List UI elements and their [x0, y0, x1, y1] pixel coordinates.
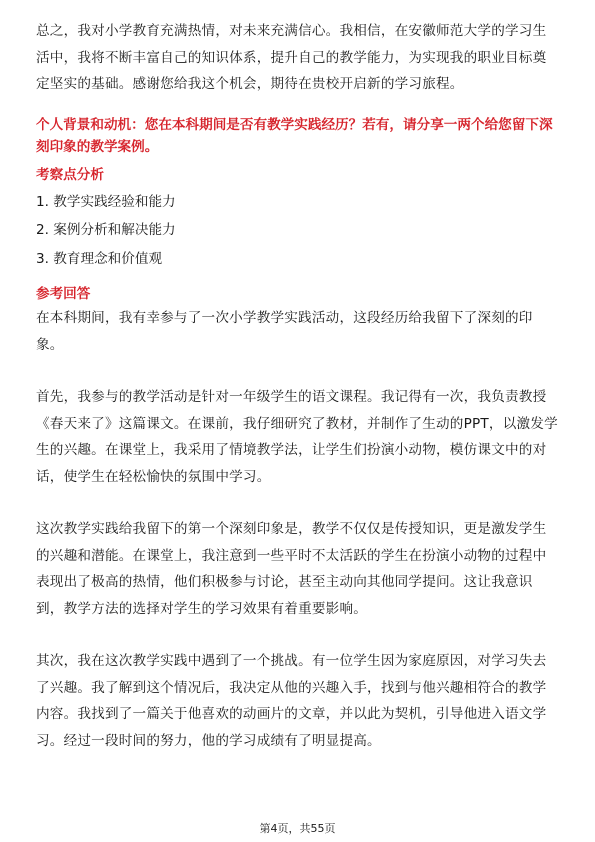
answer-paragraph: 在本科期间，我有幸参与了一次小学教学实践活动，这段经历给我留下了深刻的印象。: [36, 310, 533, 353]
answer-paragraph: 其次，我在这次教学实践中遇到了一个挑战。有一位学生因为家庭原因，对学习失去了兴趣。我了解到这个情况后，我决定从他的兴趣入手，找到与他兴趣相符合的教学内容。我找到了一篇关于他喜欢的动画片的文章，并以此为契机，引导他进入语文学习。经过一段时间的努力，他的学习成绩有了明显提高。: [36, 653, 547, 749]
analysis-heading: 考察点分析: [36, 166, 104, 183]
intro-paragraph: 总之，我对小学教育充满热情，对未来充满信心。我相信，在安徽师范大学的学习生活中，我将不断丰富自己的知识体系，提升自己的教学能力，为实现我的职业目标奠定坚实的基础。感谢您给我这个机会，期待在贵校开启新的学习旅程。: [36, 23, 547, 92]
analysis-point-list: [36, 188, 559, 274]
answer-paragraph: 首先，我参与的教学活动是针对一年级学生的语文课程。我记得有一次，我负责教授《春天来了》这篇课文。在课前，我仔细研究了教材，并制作了生动的PPT，以激发学生的兴趣。在课堂上，我采用了情境教学法，让学生们扮演小动物，模仿课文中的对话，使学生在轻松愉快的氛围中学习。: [36, 389, 558, 485]
page-footer: [0, 820, 595, 836]
answer-heading: 参考回答: [36, 286, 91, 302]
analysis-point: 3. 教育理念和价值观: [36, 250, 163, 267]
interview-question: 个人背景和动机：您在本科期间是否有教学实践经历？若有，请分享一两个给您留下深刻印象的教学案例。: [36, 116, 553, 155]
document-page: [36, 18, 559, 754]
page-indicator: 第4页，共55页: [259, 822, 336, 835]
analysis-point: 2. 案例分析和解决能力: [36, 222, 176, 238]
analysis-point: 1. 教学实践经验和能力: [36, 193, 176, 210]
answer-paragraph: 这次教学实践给我留下的第一个深刻印象是，教学不仅仅是传授知识，更是激发学生的兴趣和潜能。在课堂上，我注意到一些平时不太活跃的学生在扮演小动物的过程中表现出了极高的热情，他们积极参与讨论，甚至主动向其他同学提问。这让我意识到，教学方法的选择对学生的学习效果有着重要影响。: [36, 521, 547, 617]
